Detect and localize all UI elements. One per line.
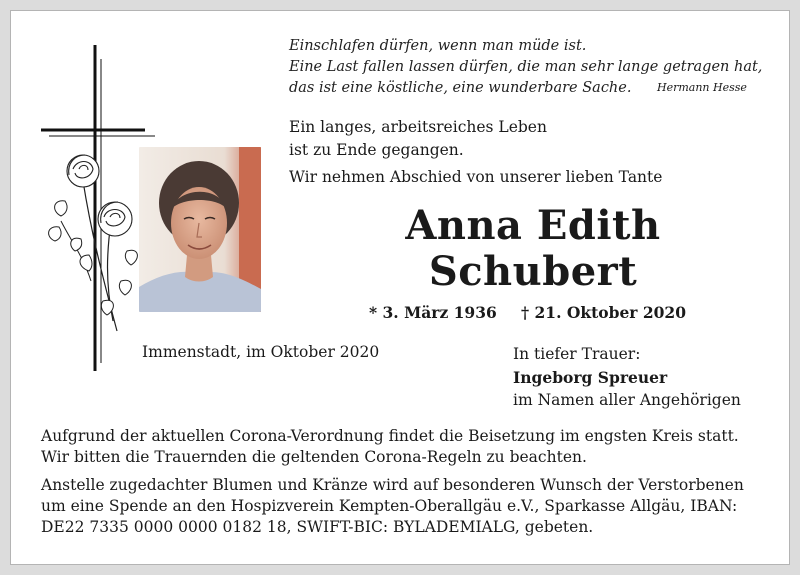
intro-line-2: ist zu Ende gegangen. [289,141,464,159]
portrait-photo [139,147,261,312]
quote-line-2: Eine Last fallen lassen dürfen, die man sehr lange getragen hat, [289,59,763,75]
obituary-card [10,10,790,565]
notice-text [41,426,766,545]
birth-date: * 3. März 1936 [369,303,497,322]
mourner-name: Ingeborg Spreuer [513,368,668,387]
mourners-heading: In tiefer Trauer: [513,345,641,363]
quote-line-3: das ist eine köstliche, eine wunderbare Sache. [289,80,632,96]
mourners-relatives: im Namen aller Angehörigen [513,391,741,409]
deceased-surname: Schubert [428,248,638,295]
intro-line-1: Ein langes, arbeitsreiches Leben [289,118,547,136]
mourners-block [513,343,741,412]
death-date: † 21. Oktober 2020 [521,303,687,322]
notice-paragraph-2: Anstelle zugedachter Blumen und Kränze wird auf besonderen Wunsch der Verstorbenen um eine Spende an den Hospizverein Kempten-Oberallgäu e.V., Sparkasse Allgäu, IBAN: DE22 7335 0000 0000 0182 18, SWIFT-BIC: BYLADEMIALG, gebeten. [41,476,744,536]
quote-line-1: Einschlafen dürfen, wenn man müde ist. [289,38,587,54]
quote-author: Hermann Hesse [657,81,747,94]
intro-line-3: Wir nehmen Abschied von unserer lieben Tante [289,168,663,186]
place-date: Immenstadt, im Oktober 2020 [142,343,380,361]
notice-paragraph-1: Aufgrund der aktuellen Corona-Verordnung findet die Beisetzung im engsten Kreis statt. Wir bitten die Trauernden die geltenden Corona-Regeln zu beachten. [41,427,739,466]
deceased-first-names: Anna Edith [405,202,661,249]
